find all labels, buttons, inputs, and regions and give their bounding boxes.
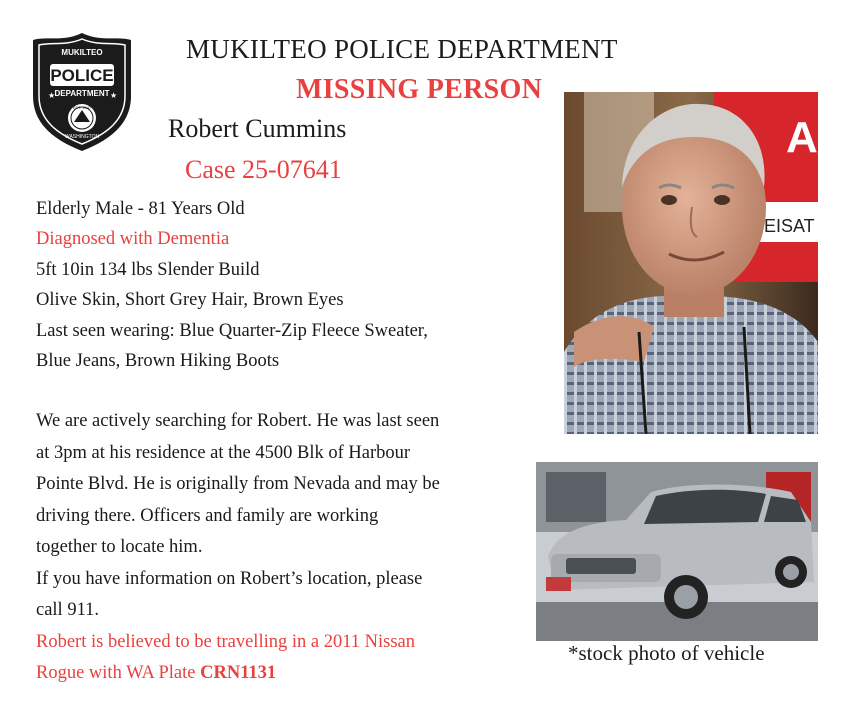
department-title: MUKILTEO POLICE DEPARTMENT bbox=[186, 34, 618, 64]
license-plate: CRN1131 bbox=[200, 663, 277, 683]
search-description bbox=[36, 406, 506, 690]
appearance-line: Olive Skin, Short Grey Hair, Brown Eyes bbox=[36, 290, 344, 311]
person-photo bbox=[564, 92, 818, 434]
logo-top-text: MUKILTEO bbox=[61, 48, 103, 57]
condition-line: Diagnosed with Dementia bbox=[36, 229, 230, 250]
logo-bottom-text: WASHINGTON bbox=[64, 134, 100, 140]
missing-person-heading: MISSING PERSON bbox=[296, 74, 543, 105]
sign-fragment: EISAT bbox=[764, 216, 815, 236]
clothing-line-2: Blue Jeans, Brown Hiking Boots bbox=[36, 351, 280, 372]
vehicle-photo-caption: *stock photo of vehicle bbox=[568, 641, 765, 665]
person-name: Robert Cummins bbox=[168, 114, 347, 143]
age-line: Elderly Male - 81 Years Old bbox=[36, 199, 245, 219]
body-line: We are actively searching for Robert. He was last seen bbox=[36, 411, 440, 431]
body-line: at 3pm at his residence at the 4500 Blk of Harbour bbox=[36, 442, 411, 463]
logo-sub-text: DEPARTMENT bbox=[54, 89, 110, 98]
logo-main-text: POLICE bbox=[50, 66, 114, 85]
svg-text:★: ★ bbox=[48, 91, 56, 100]
vehicle-line-2-prefix: Rogue with WA Plate bbox=[36, 663, 201, 683]
body-line: together to locate him. bbox=[36, 537, 203, 557]
clothing-line-1: Last seen wearing: Blue Quarter-Zip Fleece Sweater, bbox=[36, 320, 428, 341]
logo-est-text: EST. 1947 bbox=[72, 105, 92, 110]
build-line: 5ft 10in 134 lbs Slender Build bbox=[36, 259, 260, 280]
body-line: call 911. bbox=[36, 600, 100, 620]
police-department-logo bbox=[30, 30, 134, 154]
body-line: If you have information on Robert’s location, please bbox=[36, 568, 423, 589]
svg-text:★: ★ bbox=[110, 91, 118, 100]
case-number: Case 25-07641 bbox=[185, 155, 342, 184]
person-details bbox=[36, 194, 428, 376]
vehicle-line-1: Robert is believed to be travelling in a 2011 Nissan bbox=[36, 631, 415, 652]
body-line: Pointe Blvd. He is originally from Nevada and may be bbox=[36, 474, 440, 494]
vehicle-photo bbox=[536, 462, 818, 641]
sign-letter: A bbox=[786, 113, 818, 162]
body-line: driving there. Officers and family are working bbox=[36, 505, 379, 526]
vehicle-line-2 bbox=[36, 658, 506, 690]
